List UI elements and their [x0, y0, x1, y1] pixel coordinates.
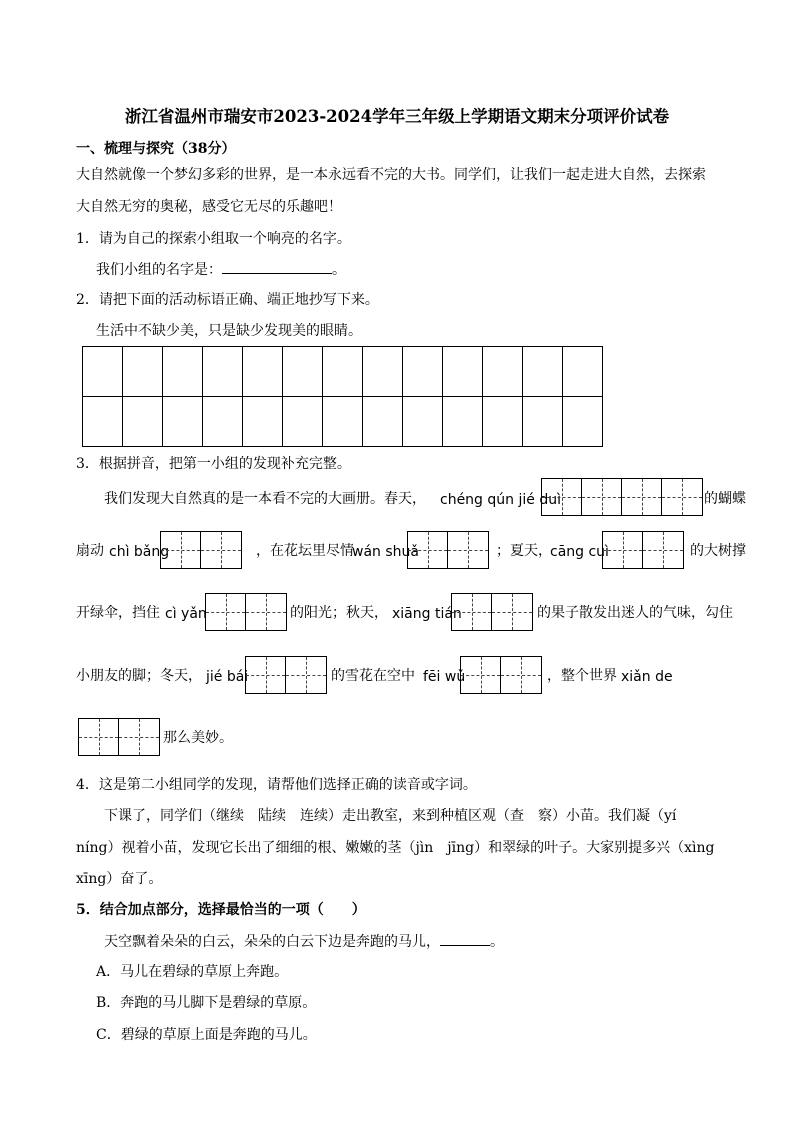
- q3-text: 的阳光；秋天，: [290, 605, 388, 621]
- tianzi-box[interactable]: [451, 593, 533, 631]
- grid-cell[interactable]: [443, 397, 483, 447]
- grid-cell[interactable]: [563, 347, 603, 397]
- grid-cell[interactable]: [443, 347, 483, 397]
- pinyin-label: fēi wǔ: [423, 669, 466, 685]
- tianzi-box[interactable]: [602, 531, 684, 569]
- grid-cell[interactable]: [283, 347, 323, 397]
- grid-cell[interactable]: [363, 397, 403, 447]
- q3-text: 我们发现大自然真的是一本看不完的大画册。春天，: [104, 491, 426, 507]
- pinyin-label: cì yǎn: [165, 606, 207, 622]
- grid-cell[interactable]: [403, 397, 443, 447]
- q3-text: ，在花坛里尽情: [256, 543, 354, 559]
- q3-text: 扇动: [76, 543, 104, 559]
- q3-text: 的大树撑: [690, 543, 746, 559]
- tianzi-box[interactable]: [78, 718, 160, 756]
- grid-cell[interactable]: [203, 347, 243, 397]
- q5-option-b[interactable]: B．奔跑的马儿脚下是碧绿的草原。: [96, 995, 317, 1011]
- q3-text: 小朋友的脚；冬天，: [76, 668, 202, 684]
- q2-slogan: 生活中不缺少美，只是缺少发现美的眼睛。: [96, 323, 362, 339]
- intro-line-2: 大自然无穷的奥秘，感受它无尽的乐趣吧！: [76, 199, 342, 215]
- grid-cell[interactable]: [243, 347, 283, 397]
- q4-line-3: xīng）奋了。: [76, 871, 163, 887]
- q5-sentence: [104, 931, 504, 952]
- q3-text: 的蝴蝶: [704, 491, 746, 507]
- pinyin-label: cāng cuì: [550, 544, 609, 560]
- q3-text: ，整个世界: [547, 668, 617, 684]
- q3-text: 那么美妙。: [163, 730, 233, 746]
- q1-answer-blank[interactable]: [222, 259, 332, 274]
- pinyin-label: xiǎn de: [621, 669, 673, 685]
- q1-question: 1．请为自己的探索小组取一个响亮的名字。: [76, 231, 351, 247]
- q5-sentence-prefix: 天空飘着朵朵的白云，朵朵的白云下边是奔跑的马儿，: [104, 934, 440, 950]
- grid-cell[interactable]: [483, 397, 523, 447]
- grid-cell[interactable]: [283, 397, 323, 447]
- grid-cell[interactable]: [123, 347, 163, 397]
- grid-cell[interactable]: [203, 397, 243, 447]
- pinyin-label: jié bái: [206, 669, 249, 685]
- q3-text: 开绿伞，挡住: [76, 605, 160, 621]
- q5-sentence-suffix: 。: [490, 934, 504, 950]
- grid-cell[interactable]: [363, 347, 403, 397]
- tianzi-box[interactable]: [460, 656, 542, 694]
- q5-blank[interactable]: [440, 931, 490, 946]
- q5-option-a[interactable]: A．马儿在碧绿的草原上奔跑。: [96, 964, 289, 980]
- pinyin-label: xiāng tián: [392, 606, 462, 622]
- q3-text: 的雪花在空中: [331, 668, 415, 684]
- q5-option-c[interactable]: C．碧绿的草原上面是奔跑的马儿。: [96, 1027, 317, 1043]
- tianzi-box[interactable]: [407, 531, 489, 569]
- grid-cell[interactable]: [523, 347, 563, 397]
- tianzi-box[interactable]: [541, 478, 703, 516]
- q5-question: 5．结合加点部分，选择最恰当的一项（ ）: [76, 902, 366, 918]
- q4-line-2: níng）视着小苗，发现它长出了细细的根、嫩嫩的茎（jìn jīng）和翠绿的叶子。大家别提多兴（xìng: [76, 840, 715, 856]
- grid-cell[interactable]: [83, 397, 123, 447]
- grid-cell[interactable]: [243, 397, 283, 447]
- grid-cell[interactable]: [163, 397, 203, 447]
- section-heading: 一、梳理与探究（38分）: [76, 141, 236, 157]
- pinyin-label: chéng qún jié duì: [440, 492, 561, 508]
- grid-cell[interactable]: [323, 347, 363, 397]
- q3-text: ；夏天，: [496, 543, 552, 559]
- grid-cell[interactable]: [163, 347, 203, 397]
- page-title: 浙江省温州市瑞安市2023-2024学年三年级上学期语文期末分项评价试卷: [124, 107, 670, 126]
- grid-row: [83, 347, 603, 397]
- tianzi-box[interactable]: [160, 531, 242, 569]
- q1-answer-suffix: 。: [332, 262, 346, 278]
- q4-line-1: 下课了，同学们（继续 陆续 连续）走出教室，来到种植区观（查 察）小苗。我们凝（yí: [104, 808, 677, 824]
- grid-cell[interactable]: [403, 347, 443, 397]
- q4-question: 4．这是第二小组同学的发现，请帮他们选择正确的读音或字词。: [76, 777, 477, 793]
- q3-text: 的果子散发出迷人的气味，勾住: [537, 605, 733, 621]
- intro-line-1: 大自然就像一个梦幻多彩的世界，是一本永远看不完的大书。同学们，让我们一起走进大自然，去探索: [76, 167, 706, 183]
- q1-answer-prefix: 我们小组的名字是：: [96, 262, 222, 278]
- q3-question: 3．根据拼音，把第一小组的发现补充完整。: [76, 456, 351, 472]
- copy-grid[interactable]: [82, 346, 603, 447]
- grid-row: [83, 397, 603, 447]
- q2-question: 2．请把下面的活动标语正确、端正地抄写下来。: [76, 292, 379, 308]
- grid-cell[interactable]: [523, 397, 563, 447]
- grid-cell[interactable]: [323, 397, 363, 447]
- grid-cell[interactable]: [563, 397, 603, 447]
- pinyin-label: chì bǎng: [109, 544, 170, 560]
- pinyin-label: wán shuǎ: [352, 544, 419, 560]
- q1-answer-line: [96, 259, 346, 280]
- grid-cell[interactable]: [123, 397, 163, 447]
- grid-cell[interactable]: [483, 347, 523, 397]
- tianzi-box[interactable]: [205, 593, 287, 631]
- grid-cell[interactable]: [83, 347, 123, 397]
- tianzi-box[interactable]: [245, 656, 327, 694]
